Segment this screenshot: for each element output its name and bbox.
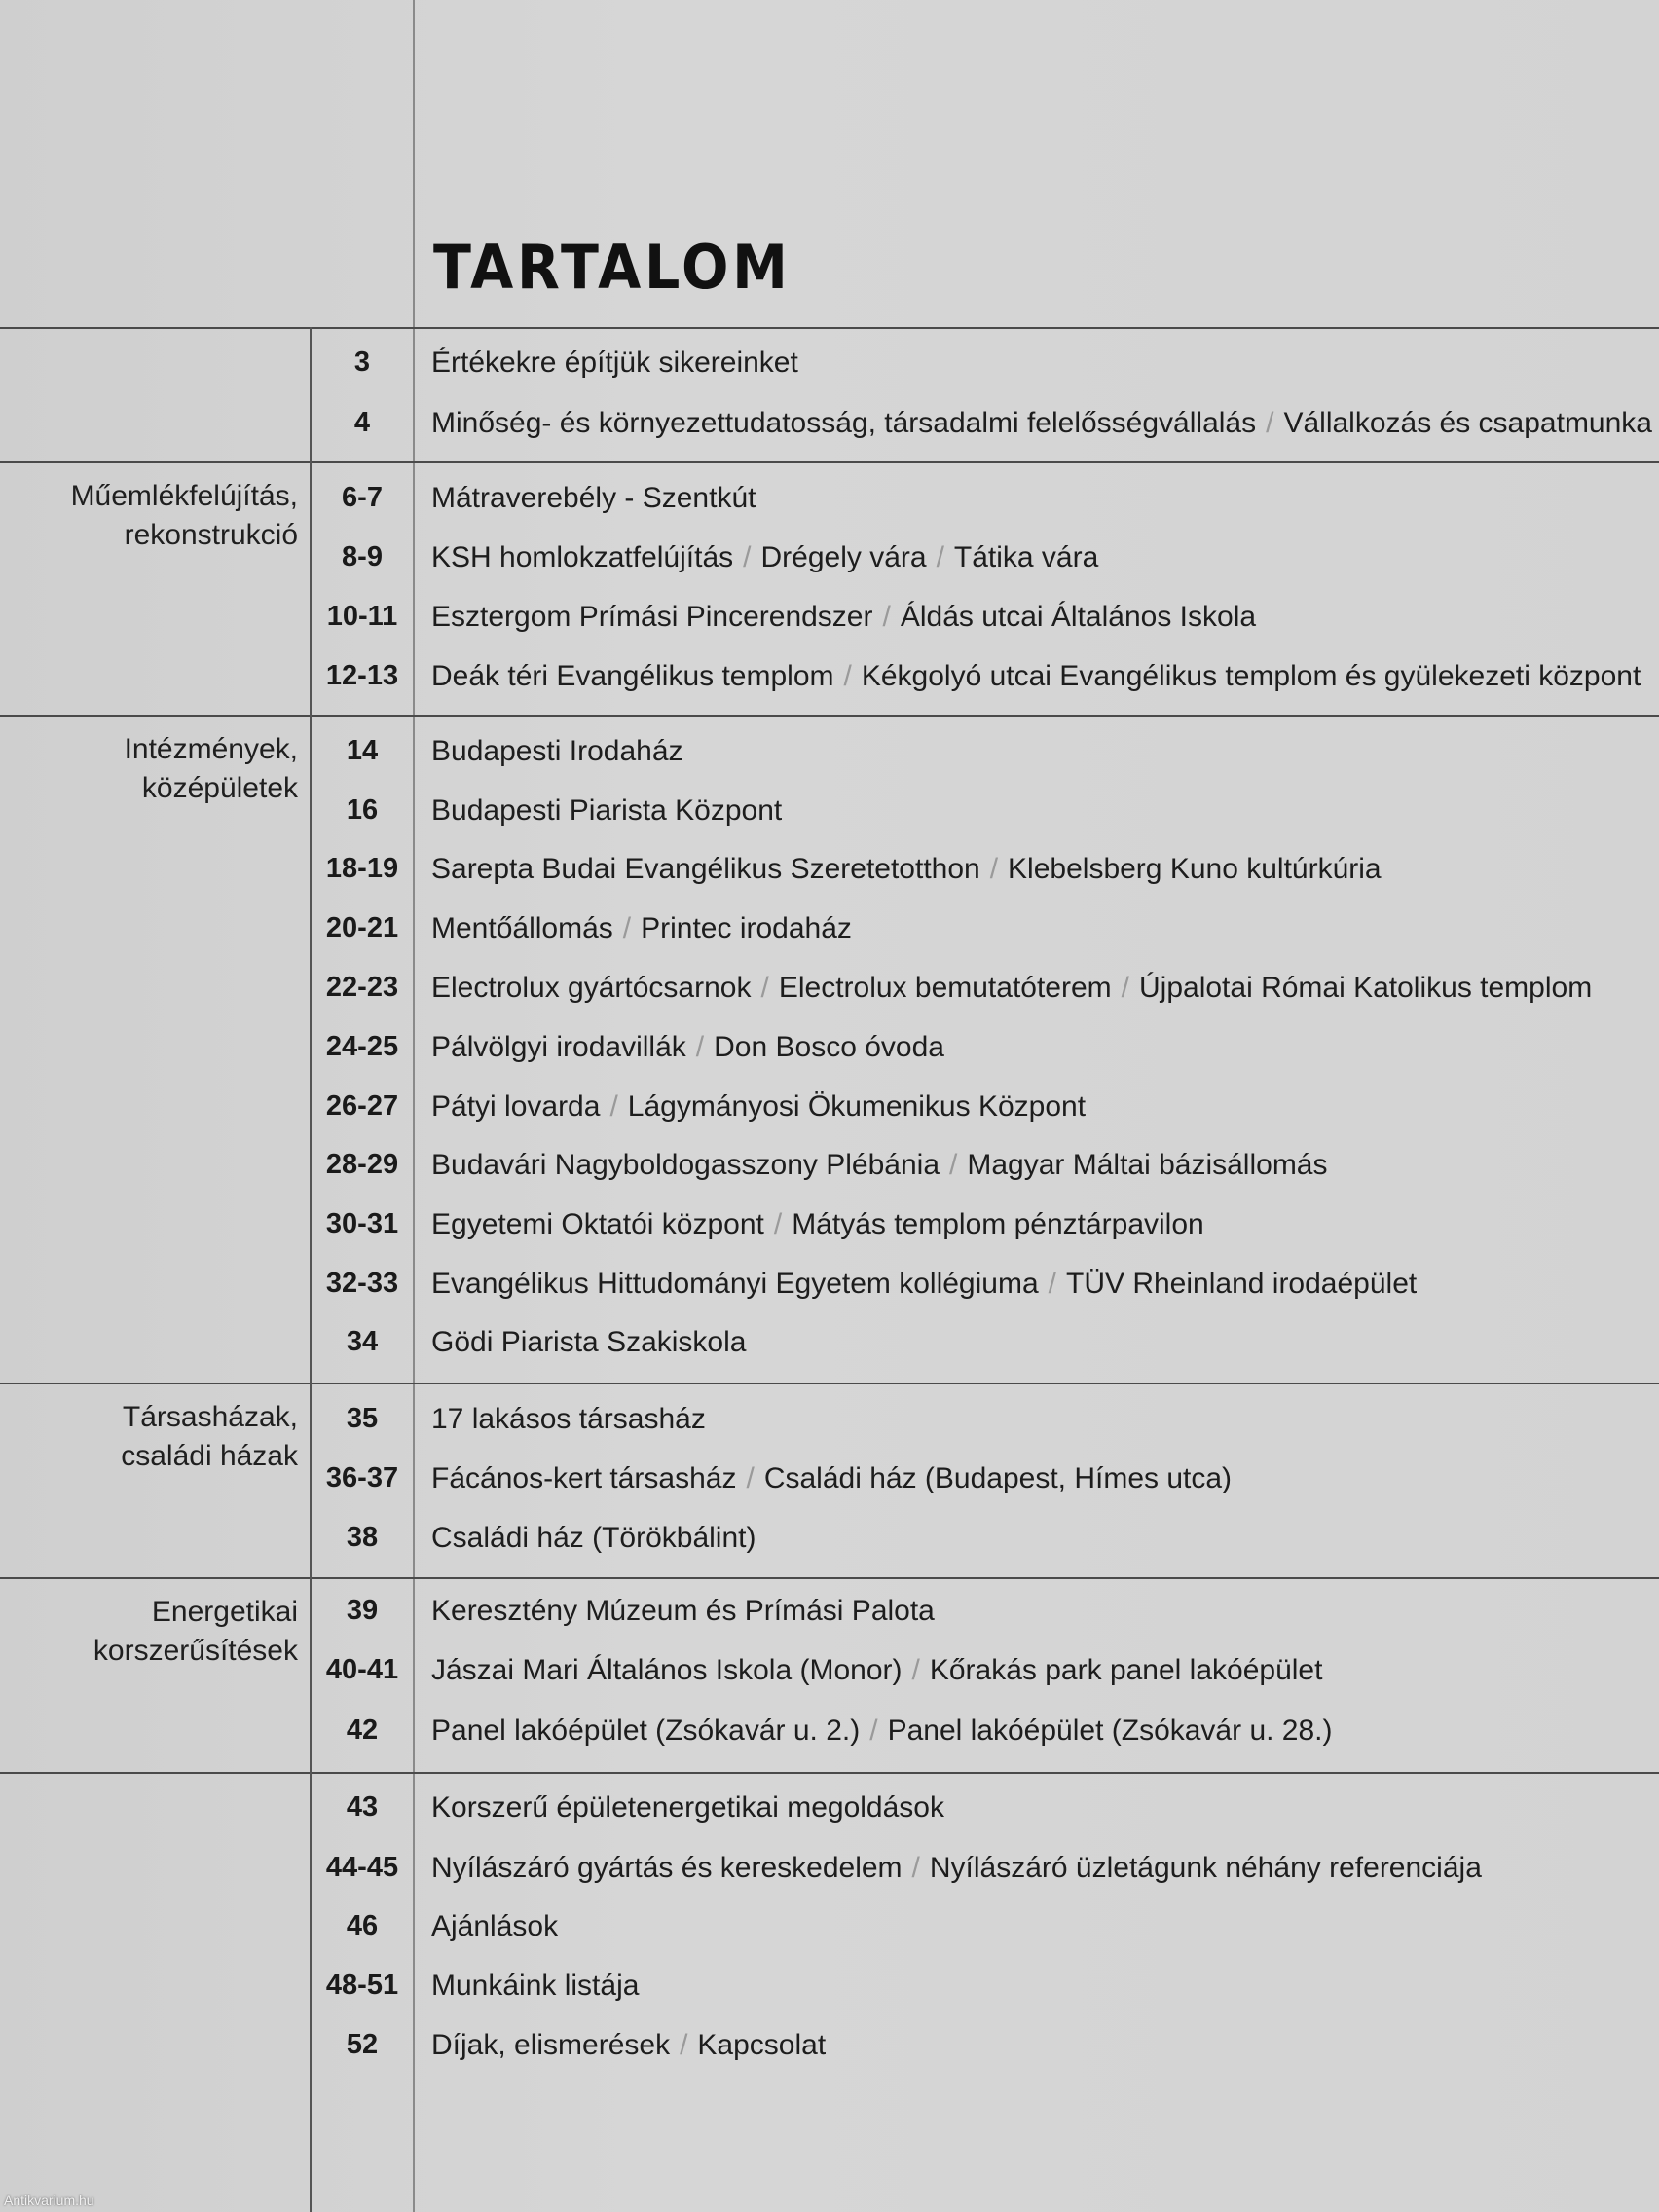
entry-title: Korszerű épületenergetikai megoldások [431, 1791, 944, 1824]
entry-title: Esztergom Prímási Pincerendszer [431, 601, 873, 633]
category-line: Intézmények, [124, 733, 298, 765]
page-number: 32-33 [325, 1268, 399, 1299]
toc-entry [431, 1031, 944, 1064]
entry-title: Tátika vára [953, 541, 1099, 573]
toc-entry [431, 660, 1641, 693]
entry-title: Kőrakás park panel lakóépület [929, 1654, 1323, 1686]
watermark: Antikvarium.hu [4, 2193, 94, 2208]
entry-separator: / [882, 601, 891, 633]
page-number: 24-25 [325, 1031, 399, 1062]
toc-entry [431, 1522, 756, 1555]
entry-title: Mentőállomás [431, 912, 613, 944]
category-line: korszerűsítések [92, 1635, 298, 1667]
section-divider [0, 1577, 1659, 1579]
entry-separator: / [911, 1852, 920, 1884]
entry-title: Drégely vára [760, 541, 927, 573]
entry-title: Kapcsolat [697, 2029, 827, 2061]
category-line: rekonstrukció [124, 519, 298, 551]
entry-title: KSH homlokzatfelújítás [431, 541, 734, 573]
toc-entry [431, 853, 1382, 886]
page-number: 20-21 [325, 912, 399, 943]
page-number: 48-51 [325, 1970, 399, 2001]
entry-title: Don Bosco óvoda [714, 1031, 944, 1063]
entry-separator: / [1121, 972, 1129, 1004]
entry-title: Budapesti Piarista Központ [431, 794, 783, 827]
toc-entry [431, 1595, 935, 1628]
entry-separator: / [843, 660, 852, 692]
entry-title: Mátyás templom pénztárpavilon [792, 1208, 1204, 1240]
category-line: Műemlékfelújítás, [70, 480, 298, 512]
entry-title: Áldás utcai Általános Iskola [900, 601, 1257, 633]
toc-entry [431, 1149, 1328, 1182]
entry-title: Ajánlások [431, 1910, 559, 1942]
page-number: 38 [346, 1522, 379, 1553]
entry-title: Jászai Mari Általános Iskola (Monor) [431, 1654, 903, 1686]
entry-separator: / [680, 2029, 688, 2061]
toc-entry [431, 912, 852, 945]
toc-entry [431, 407, 1652, 440]
entry-title: Családi ház (Budapest, Hímes utca) [763, 1462, 1233, 1494]
entry-title: Mátraverebély - Szentkút [431, 482, 756, 514]
entry-title: Electrolux bemutatóterem [778, 972, 1112, 1004]
section-category [125, 730, 298, 808]
page-number: 42 [346, 1714, 379, 1746]
page-number: 43 [346, 1791, 379, 1823]
entry-title: Sarepta Budai Evangélikus Szeretetotthon [431, 853, 980, 885]
toc-entry [431, 1326, 746, 1359]
toc-entry [431, 482, 756, 515]
toc-entry [431, 1090, 1086, 1124]
entry-title: Minőség- és környezettudatosság, társadalmi felelősségvállalás [431, 407, 1257, 439]
toc-entry [431, 347, 798, 380]
entry-title: Munkáink listája [431, 1970, 640, 2002]
entry-title: 17 lakásos társasház [431, 1403, 706, 1435]
section-divider [0, 327, 1659, 329]
page-number: 4 [353, 407, 371, 438]
page-number: 3 [353, 347, 371, 378]
entry-title: Keresztény Múzeum és Prímási Palota [431, 1595, 935, 1627]
entry-title: Deák téri Evangélikus templom [431, 660, 834, 692]
section-category [93, 1593, 298, 1671]
section-divider [0, 715, 1659, 717]
toc-entry [431, 1714, 1333, 1748]
page-number: 34 [346, 1326, 379, 1357]
entry-title: Lágymányosi Ökumenikus Központ [627, 1090, 1087, 1123]
entry-title: Pátyi lovarda [431, 1090, 601, 1123]
entry-title: Panel lakóépület (Zsókavár u. 2.) [431, 1714, 861, 1747]
entry-separator: / [936, 541, 944, 573]
entry-title: Díjak, elismerések [431, 2029, 671, 2061]
entry-title: Családi ház (Törökbálint) [431, 1522, 756, 1554]
entry-title: Printec irodaház [641, 912, 852, 944]
section-divider [0, 461, 1659, 463]
page-number: 26-27 [325, 1090, 399, 1122]
section-category [121, 1398, 298, 1476]
page-number: 8-9 [342, 541, 383, 572]
entry-separator: / [746, 1462, 755, 1494]
page-title: TARTALOM [433, 232, 792, 303]
toc-entry [431, 735, 683, 768]
entry-title: Nyílászáró üzletágunk néhány referenciája [929, 1852, 1482, 1884]
category-line: Társasházak, [122, 1401, 298, 1433]
toc-entry [431, 1403, 706, 1436]
entry-title: Vállalkozás és csapatmunka [1283, 407, 1652, 439]
category-line: családi házak [121, 1440, 298, 1472]
page-number: 10-11 [326, 601, 398, 632]
toc-entry [431, 1910, 558, 1943]
toc-entry [431, 1791, 944, 1825]
category-line: Energetikai [151, 1596, 298, 1628]
entry-title: Magyar Máltai bázisállomás [967, 1149, 1328, 1181]
page-number: 46 [346, 1910, 379, 1941]
page-number: 28-29 [325, 1149, 399, 1180]
entry-title: Értékekre építjük sikereinket [431, 347, 798, 379]
entry-title: Panel lakóépület (Zsókavár u. 28.) [887, 1714, 1333, 1747]
section-category [71, 477, 298, 555]
entry-separator: / [609, 1090, 618, 1123]
toc-entry [431, 972, 1592, 1005]
page-number: 39 [346, 1595, 379, 1626]
toc-entry [431, 2029, 826, 2062]
entry-title: Evangélikus Hittudományi Egyetem kollégiuma [431, 1268, 1039, 1300]
page-number: 52 [346, 2029, 379, 2060]
section-divider [0, 1382, 1659, 1384]
page-column-divider [310, 1772, 312, 2212]
entry-separator: / [989, 853, 999, 885]
toc-entry [431, 1654, 1322, 1687]
toc-entry [431, 794, 782, 828]
toc-entry [431, 1852, 1482, 1885]
page-column-divider [310, 715, 312, 1382]
entry-separator: / [949, 1149, 958, 1181]
page-number: 30-31 [325, 1208, 399, 1239]
category-line: középületek [141, 772, 298, 804]
column-divider [413, 0, 415, 2212]
entry-separator: / [911, 1654, 920, 1686]
entry-separator: / [695, 1031, 705, 1063]
entry-separator: / [773, 1208, 783, 1240]
entry-separator: / [760, 972, 769, 1004]
toc-entry [431, 1208, 1204, 1241]
toc-entry [431, 541, 1098, 574]
page-number: 18-19 [325, 853, 399, 884]
toc-entry [431, 1462, 1232, 1495]
entry-title: Klebelsberg Kuno kultúrkúria [1008, 853, 1382, 885]
entry-separator: / [1266, 407, 1274, 439]
entry-title: Nyílászáró gyártás és kereskedelem [431, 1852, 903, 1884]
page-number: 40-41 [325, 1654, 399, 1685]
entry-title: Fácános-kert társasház [431, 1462, 737, 1494]
page-column-divider [310, 1577, 312, 1772]
entry-title: Egyetemi Oktatói központ [431, 1208, 764, 1240]
page-number: 44-45 [325, 1852, 399, 1883]
page-column-divider [310, 461, 312, 715]
page-number: 22-23 [325, 972, 399, 1003]
entry-title: Gödi Piarista Szakiskola [431, 1326, 747, 1358]
entry-separator: / [743, 541, 752, 573]
page-number: 16 [346, 794, 379, 826]
entry-separator: / [622, 912, 632, 944]
page-number: 12-13 [325, 660, 399, 691]
entry-title: Electrolux gyártócsarnok [431, 972, 752, 1004]
page-column-divider [310, 327, 312, 461]
entry-title: TÜV Rheinland irodaépület [1066, 1268, 1418, 1300]
entry-separator: / [1048, 1268, 1056, 1300]
entry-title: Budapesti Irodaház [431, 735, 683, 767]
entry-separator: / [869, 1714, 878, 1747]
page-number: 35 [346, 1403, 379, 1434]
page-number: 14 [346, 735, 379, 766]
section-divider [0, 1772, 1659, 1774]
page-column-divider [310, 1382, 312, 1577]
toc-entry [431, 601, 1256, 634]
entry-title: Budavári Nagyboldogasszony Plébánia [431, 1149, 940, 1181]
page-number: 6-7 [342, 482, 383, 513]
entry-title: Kékgolyó utcai Evangélikus templom és gyülekezeti központ [861, 660, 1641, 692]
entry-title: Pálvölgyi irodavillák [431, 1031, 686, 1063]
entry-title: Újpalotai Római Katolikus templom [1139, 972, 1593, 1004]
toc-entry [431, 1268, 1417, 1301]
toc-entry [431, 1970, 639, 2003]
page-number: 36-37 [325, 1462, 399, 1493]
